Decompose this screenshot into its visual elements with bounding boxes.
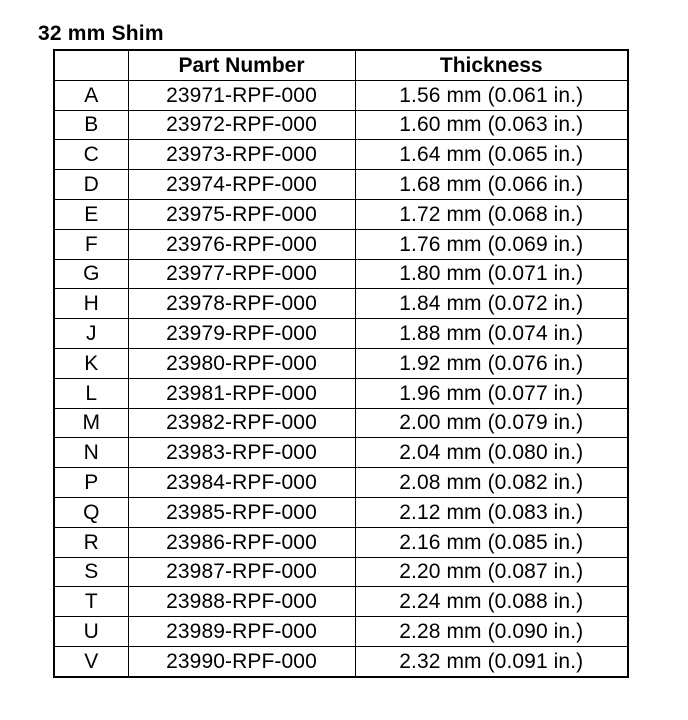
table-row — [54, 587, 628, 617]
table-row — [54, 289, 628, 319]
thickness-cell: 1.80 mm (0.071 in.) — [355, 259, 628, 289]
shim-code-cell: Q — [54, 497, 128, 527]
thickness-cell: 2.00 mm (0.079 in.) — [355, 408, 628, 438]
thickness-cell: 1.56 mm (0.061 in.) — [355, 80, 628, 110]
part-number-cell: 23974-RPF-000 — [128, 170, 355, 200]
shim-code-cell: U — [54, 617, 128, 647]
part-number-cell: 23990-RPF-000 — [128, 646, 355, 676]
part-number-cell: 23984-RPF-000 — [128, 468, 355, 498]
shim-code-cell: T — [54, 587, 128, 617]
table-row — [54, 497, 628, 527]
part-number-cell: 23980-RPF-000 — [128, 348, 355, 378]
part-number-cell: 23987-RPF-000 — [128, 557, 355, 587]
shim-code-cell: B — [54, 110, 128, 140]
column-header-part-number: Part Number — [128, 50, 355, 80]
thickness-cell: 1.68 mm (0.066 in.) — [355, 170, 628, 200]
page-title: 32 mm Shim — [38, 22, 164, 45]
part-number-cell: 23972-RPF-000 — [128, 110, 355, 140]
shim-code-cell: A — [54, 80, 128, 110]
shim-code-cell: M — [54, 408, 128, 438]
thickness-cell: 2.12 mm (0.083 in.) — [355, 497, 628, 527]
table-row — [54, 259, 628, 289]
table-row — [54, 617, 628, 647]
part-number-cell: 23986-RPF-000 — [128, 527, 355, 557]
thickness-cell: 1.64 mm (0.065 in.) — [355, 140, 628, 170]
table-row — [54, 378, 628, 408]
shim-code-cell: L — [54, 378, 128, 408]
table-row — [54, 170, 628, 200]
table-row — [54, 527, 628, 557]
shim-code-cell: G — [54, 259, 128, 289]
part-number-cell: 23971-RPF-000 — [128, 80, 355, 110]
table-row — [54, 140, 628, 170]
thickness-cell: 2.24 mm (0.088 in.) — [355, 587, 628, 617]
part-number-cell: 23983-RPF-000 — [128, 438, 355, 468]
shim-code-cell: H — [54, 289, 128, 319]
part-number-cell: 23989-RPF-000 — [128, 617, 355, 647]
shim-code-cell: E — [54, 199, 128, 229]
part-number-cell: 23979-RPF-000 — [128, 319, 355, 349]
part-number-cell: 23978-RPF-000 — [128, 289, 355, 319]
shim-code-cell: R — [54, 527, 128, 557]
table-row — [54, 110, 628, 140]
shim-table — [53, 49, 629, 678]
shim-code-cell: S — [54, 557, 128, 587]
column-header-thickness: Thickness — [355, 50, 628, 80]
thickness-cell: 1.88 mm (0.074 in.) — [355, 319, 628, 349]
part-number-cell: 23975-RPF-000 — [128, 199, 355, 229]
column-header-code — [54, 50, 128, 80]
shim-code-cell: D — [54, 170, 128, 200]
thickness-cell: 1.60 mm (0.063 in.) — [355, 110, 628, 140]
part-number-cell: 23976-RPF-000 — [128, 229, 355, 259]
table-row — [54, 348, 628, 378]
part-number-cell: 23981-RPF-000 — [128, 378, 355, 408]
part-number-cell: 23988-RPF-000 — [128, 587, 355, 617]
table-row — [54, 468, 628, 498]
table-row — [54, 229, 628, 259]
thickness-cell: 2.28 mm (0.090 in.) — [355, 617, 628, 647]
table-row — [54, 80, 628, 110]
thickness-cell: 2.32 mm (0.091 in.) — [355, 646, 628, 676]
shim-code-cell: N — [54, 438, 128, 468]
shim-code-cell: V — [54, 646, 128, 676]
thickness-cell: 1.72 mm (0.068 in.) — [355, 199, 628, 229]
thickness-cell: 1.84 mm (0.072 in.) — [355, 289, 628, 319]
table-row — [54, 646, 628, 676]
table-row — [54, 438, 628, 468]
thickness-cell: 2.20 mm (0.087 in.) — [355, 557, 628, 587]
part-number-cell: 23977-RPF-000 — [128, 259, 355, 289]
part-number-cell: 23982-RPF-000 — [128, 408, 355, 438]
table-row — [54, 557, 628, 587]
table-header-row — [54, 50, 628, 80]
table-row — [54, 319, 628, 349]
thickness-cell: 2.16 mm (0.085 in.) — [355, 527, 628, 557]
thickness-cell: 1.96 mm (0.077 in.) — [355, 378, 628, 408]
thickness-cell: 1.76 mm (0.069 in.) — [355, 229, 628, 259]
shim-code-cell: C — [54, 140, 128, 170]
shim-code-cell: P — [54, 468, 128, 498]
shim-code-cell: F — [54, 229, 128, 259]
part-number-cell: 23985-RPF-000 — [128, 497, 355, 527]
thickness-cell: 2.04 mm (0.080 in.) — [355, 438, 628, 468]
part-number-cell: 23973-RPF-000 — [128, 140, 355, 170]
thickness-cell: 1.92 mm (0.076 in.) — [355, 348, 628, 378]
table-row — [54, 408, 628, 438]
thickness-cell: 2.08 mm (0.082 in.) — [355, 468, 628, 498]
shim-code-cell: J — [54, 319, 128, 349]
table-row — [54, 199, 628, 229]
shim-code-cell: K — [54, 348, 128, 378]
